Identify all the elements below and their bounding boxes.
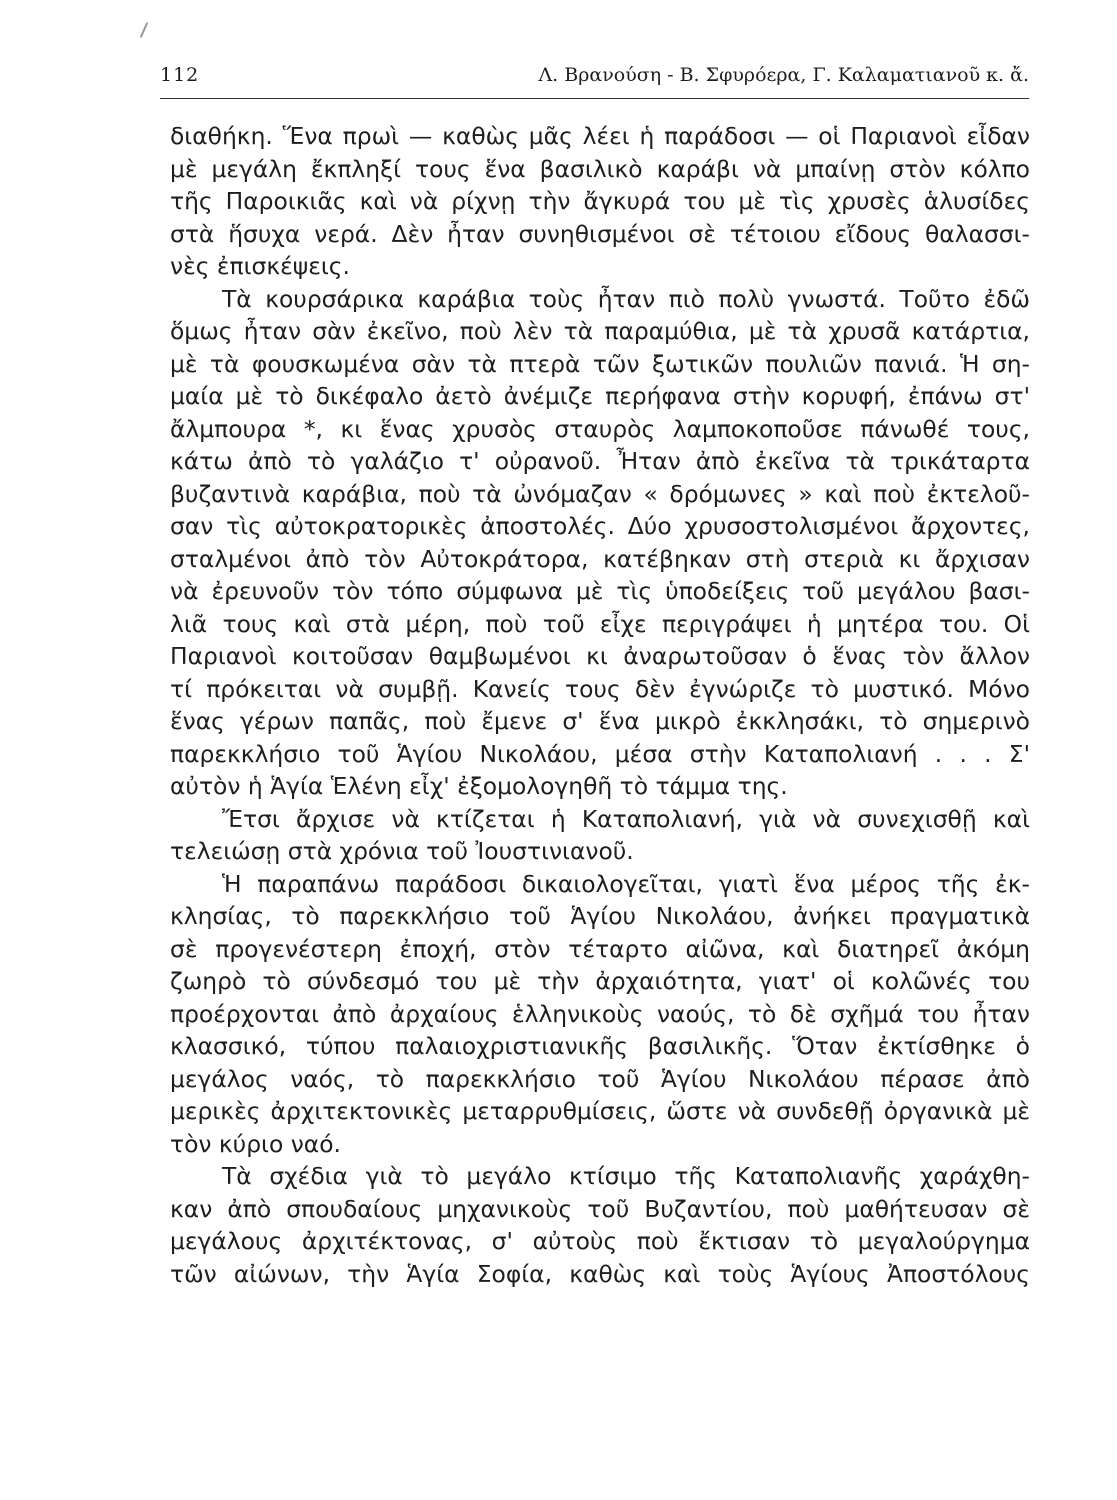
text-line: τελειώσῃ στὰ χρόνια τοῦ Ἰουστινιανοῦ. <box>170 837 634 865</box>
text-line: νὲς ἐπισκέψεις. <box>170 252 350 280</box>
text-line: σὲ προγενέστερη ἐποχή, στὸν τέταρτο αἰῶνα, καὶ διατηρεῖ ἀκόμη <box>170 934 1030 963</box>
text-line: παρεκκλήσιο τοῦ Ἁγίου Νικολάου, μέσα στὴν Καταπολιανή . . . Σ' <box>170 739 1030 768</box>
body-text <box>170 120 1030 1290</box>
text-line: λιᾶ τους καὶ στὰ μέρη, ποὺ τοῦ εἶχε περιγράψει ἡ μητέρα του. Οἱ <box>170 609 1030 638</box>
paragraph-2 <box>170 283 1030 803</box>
text-line: κλησίας, τὸ παρεκκλήσιο τοῦ Ἁγίου Νικολάου, ἀνήκει πραγματικὰ <box>170 902 1030 930</box>
text-line: αὐτὸν ἡ Ἁγία Ἑλένη εἶχ' ἐξομολογηθῆ τὸ τάμμα της. <box>170 772 788 800</box>
running-header <box>160 64 1029 99</box>
text-line: μεγάλος ναός, τὸ παρεκκλήσιο τοῦ Ἁγίου Νικολάου πέρασε ἀπὸ <box>170 1064 1030 1093</box>
paragraph-5 <box>170 1160 1030 1290</box>
text-line: κάτω ἀπὸ τὸ γαλάζιο τ' οὐρανοῦ. Ἦταν ἀπὸ ἐκεῖνα τὰ τρικάταρτα <box>170 447 1030 475</box>
text-line: Παριανοὶ κοιτοῦσαν θαμβωμένοι κι ἀναρωτοῦσαν ὁ ἕνας τὸν ἄλλον <box>170 642 1030 670</box>
text-line: Ἔτσι ἄρχισε νὰ κτίζεται ἡ Καταπολιανή, γιὰ νὰ συνεχισθῇ καὶ <box>222 804 1030 833</box>
text-line: κλασσικό, τύπου παλαιοχριστιανικῆς βασιλικῆς. Ὅταν ἐκτίσθηκε ὁ <box>170 1032 1030 1060</box>
text-line: τῶν αἰώνων, τὴν Ἁγία Σοφία, καθὼς καὶ τοὺς Ἁγίους Ἀποστόλους <box>170 1259 1030 1288</box>
stray-pen-mark <box>140 22 148 37</box>
text-line: σαν τὶς αὐτοκρατορικὲς ἀποστολές. Δύο χρυσοστολισμένοι ἄρχοντες, <box>170 512 1030 540</box>
text-line: διαθήκη. Ἕνα πρωὶ — καθὼς μᾶς λέει ἡ παράδοσι — οἱ Παριανοὶ εἶδαν <box>170 122 1030 150</box>
text-line: ἄλμπουρα *, κι ἕνας χρυσὸς σταυρὸς λαμποκοποῦσε πάνωθέ τους, <box>170 414 1030 443</box>
text-line: Ἡ παραπάνω παράδοσι δικαιολογεῖται, γιατὶ ἕνα μέρος τῆς ἐκ- <box>222 869 1030 898</box>
text-line: νὰ ἐρευνοῦν τὸν τόπο σύμφωνα μὲ τὶς ὑποδείξεις τοῦ μεγάλου βασι- <box>170 577 1030 605</box>
text-line: Τὰ σχέδια γιὰ τὸ μεγάλο κτίσιμο τῆς Καταπολιανῆς χαράχθη- <box>222 1162 1030 1190</box>
text-line: μερικὲς ἀρχιτεκτονικὲς μεταρρυθμίσεις, ὥστε νὰ συνδεθῇ ὀργανικὰ μὲ <box>170 1097 1030 1125</box>
text-line: ἕνας γέρων παπᾶς, ποὺ ἔμενε σ' ἕνα μικρὸ ἐκκλησάκι, τὸ σημερινὸ <box>170 707 1030 735</box>
paragraph-1 <box>170 120 1030 283</box>
text-line: μὲ μεγάλη ἔκπληξί τους ἕνα βασιλικὸ καράβι νὰ μπαίνῃ στὸν κόλπο <box>170 154 1030 183</box>
text-line: βυζαντινὰ καράβια, ποὺ τὰ ὠνόμαζαν « δρόμωνες » καὶ ποὺ ἐκτελοῦ- <box>170 479 1030 508</box>
text-line: τί πρόκειται νὰ συμβῇ. Κανείς τους δὲν ἐγνώριζε τὸ μυστικό. Μόνο <box>170 674 1030 703</box>
text-line: μεγάλους ἀρχιτέκτονας, σ' αὐτοὺς ποὺ ἔκτισαν τὸ μεγαλούργημα <box>170 1227 1030 1255</box>
paragraph-3 <box>170 803 1030 868</box>
text-line: καν ἀπὸ σπουδαίους μηχανικοὺς τοῦ Βυζαντίου, ποὺ μαθήτευσαν σὲ <box>170 1194 1030 1223</box>
text-line: στὰ ἥσυχα νερά. Δὲν ἦταν συνηθισμένοι σὲ τέτοιου εἴδους θαλασσι- <box>170 219 1030 248</box>
text-line: μὲ τὰ φουσκωμένα σὰν τὰ πτερὰ τῶν ξωτικῶν πουλιῶν πανιά. Ἡ ση- <box>170 349 1030 378</box>
text-line: προέρχονται ἀπὸ ἀρχαίους ἑλληνικοὺς ναούς, τὸ δὲ σχῆμά του ἦταν <box>170 999 1030 1028</box>
page-number: 112 <box>160 64 200 86</box>
text-line: μαία μὲ τὸ δικέφαλο ἀετὸ ἀνέμιζε περήφανα στὴν κορυφή, ἐπάνω στ' <box>170 382 1030 410</box>
text-line: Τὰ κουρσάρικα καράβια τοὺς ἦταν πιὸ πολὺ γνωστά. Τοῦτο ἐδῶ <box>222 284 1030 313</box>
text-line: τὸν κύριο ναό. <box>170 1129 341 1158</box>
text-line: ζωηρὸ τὸ σύνδεσμό του μὲ τὴν ἀρχαιότητα, γιατ' οἱ κολῶνές του <box>170 967 1030 995</box>
paragraph-4 <box>170 868 1030 1161</box>
running-title: Λ. Βρανούση - Β. Σφυρόερα, Γ. Καλαματιανοῦ κ. ἄ. <box>538 64 1029 86</box>
text-line: τῆς Παροικιᾶς καὶ νὰ ρίχνῃ τὴν ἄγκυρά του μὲ τὶς χρυσὲς ἁλυσίδες <box>170 187 1030 215</box>
text-line: ὅμως ἦταν σὰν ἐκεῖνο, ποὺ λὲν τὰ παραμύθια, μὲ τὰ χρυσᾶ κατάρτια, <box>170 317 1030 345</box>
text-line: σταλμένοι ἀπὸ τὸν Αὐτοκράτορα, κατέβηκαν στὴ στεριὰ κι ἄρχισαν <box>170 544 1030 573</box>
